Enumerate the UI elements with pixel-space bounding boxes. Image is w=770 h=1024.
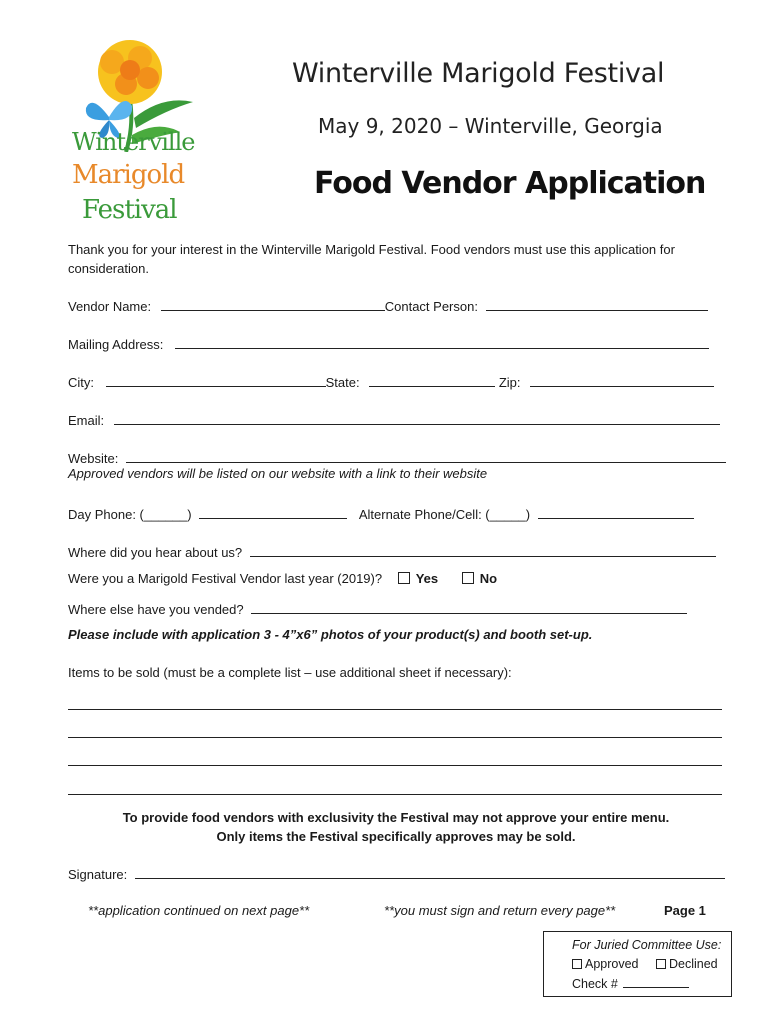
check-label: Check # [572,977,618,991]
signature-label: Signature: [68,867,128,882]
logo-line-marigold: Marigold [72,160,185,190]
hear-row [68,542,716,560]
city-field[interactable] [106,372,326,387]
email-label: Email: [68,413,105,428]
logo-line-festival: Festival [82,195,177,225]
items-label: Items to be sold (must be a complete list – use additional sheet if necessary): [68,665,512,680]
state-label: State: [325,375,360,390]
approved-checkbox[interactable] [572,959,582,969]
website-note: Approved vendors will be listed on our website with a link to their website [68,466,488,481]
city-row [68,372,714,390]
vendor-name-field[interactable] [161,296,385,311]
festival-logo [68,40,198,235]
continued-note: **application continued on next page** [88,903,310,918]
alt-phone-label: Alternate Phone/Cell: (_____) [358,507,531,522]
website-row [68,448,726,466]
website-label: Website: [68,451,119,466]
declined-label: Declined [669,957,718,971]
hear-about-label: Where did you hear about us? [68,545,243,560]
website-field[interactable] [126,448,726,463]
exclusivity-notice [68,808,724,846]
vended-row [68,599,687,617]
declined-checkbox[interactable] [656,959,666,969]
vended-field[interactable] [251,599,687,614]
check-number-field[interactable] [623,975,689,988]
vendor-name-label: Vendor Name: [68,299,152,314]
day-phone-label: Day Phone: (______) [68,507,192,522]
email-field[interactable] [114,410,720,425]
intro-line-2: consideration. [68,261,149,276]
last-year-row [68,571,497,586]
items-line-3[interactable] [68,765,722,766]
items-line-4[interactable] [68,794,722,795]
vendor-row [68,296,708,314]
mailing-address-label: Mailing Address: [68,337,164,352]
items-line-2[interactable] [68,737,722,738]
no-checkbox[interactable] [462,572,474,584]
contact-person-label: Contact Person: [384,299,478,314]
phone-row [68,504,694,522]
committee-title: For Juried Committee Use: [572,938,722,952]
state-field[interactable] [369,372,495,387]
approved-label: Approved [585,957,639,971]
mailing-address-field[interactable] [175,334,709,349]
contact-person-field[interactable] [486,296,708,311]
items-line-1[interactable] [68,709,722,710]
day-phone-field[interactable] [199,504,347,519]
yes-label: Yes [415,571,439,586]
logo-line-winterville: Winterville [72,128,195,156]
sign-return-note: **you must sign and return every page** [384,903,616,918]
date-location: May 9, 2020 – Winterville, Georgia [318,114,663,138]
zip-field[interactable] [530,372,714,387]
form-title: Food Vendor Application [314,166,706,201]
last-year-label: Were you a Marigold Festival Vendor last year (2019)? [68,571,383,586]
alt-phone-field[interactable] [538,504,694,519]
city-label: City: [68,375,94,390]
exclusivity-line-1: To provide food vendors with exclusivity the Festival may not approve your entire menu. [122,810,670,825]
intro-line-1: Thank you for your interest in the Winterville Marigold Festival. Food vendors must use this application for [68,242,675,257]
check-row [572,975,689,991]
committee-options [572,957,718,971]
committee-box [543,931,732,997]
signature-field[interactable] [135,864,725,879]
email-row [68,410,720,428]
zip-label: Zip: [498,375,521,390]
festival-title: Winterville Marigold Festival [292,58,665,89]
vended-label: Where else have you vended? [68,602,244,617]
mailing-row [68,334,709,352]
intro-text [68,240,728,278]
exclusivity-line-2: Only items the Festival specifically approves may be sold. [216,829,576,844]
yes-checkbox[interactable] [398,572,410,584]
no-label: No [479,571,498,586]
photos-note: Please include with application 3 - 4”x6” photos of your product(s) and booth set-up. [68,627,593,642]
hear-about-field[interactable] [250,542,716,557]
page-number: Page 1 [664,903,706,918]
signature-row [68,864,725,882]
